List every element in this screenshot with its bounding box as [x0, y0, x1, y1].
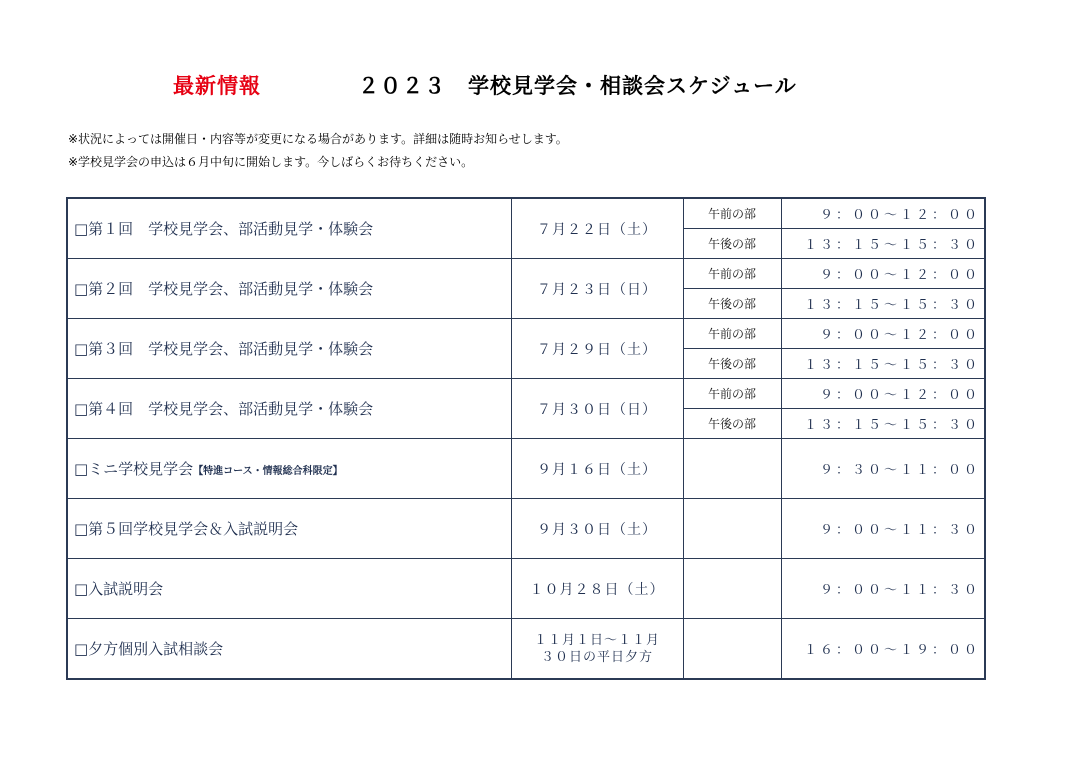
- event-name: [67, 439, 511, 499]
- session-label: 午前の部: [683, 379, 781, 409]
- page-heading: [0, 70, 1087, 102]
- session-label-empty: [683, 439, 781, 499]
- event-date-line: １１月１日～１１月: [533, 632, 660, 648]
- table-row: [67, 439, 985, 499]
- table-row: [67, 499, 985, 559]
- event-name-note: 【特進コース・情報総合科限定】: [193, 466, 343, 477]
- note-line: ※学校見学会の申込は６月中旬に開始します。今しばらくお待ちください。: [68, 155, 474, 169]
- event-date: [511, 619, 683, 680]
- session-label: 午前の部: [683, 198, 781, 229]
- session-label: 午後の部: [683, 289, 781, 319]
- session-time: ９：００～１２：００: [781, 198, 985, 229]
- event-name: □第４回 学校見学会、部活動見学・体験会: [67, 379, 511, 439]
- page-title: ２０２３ 学校見学会・相談会スケジュール: [358, 74, 797, 98]
- session-time: １６：００～１９：００: [781, 619, 985, 680]
- session-time: １３：１５～１５：３０: [781, 349, 985, 379]
- event-date: ７月３０日（日）: [511, 379, 683, 439]
- note-line: ※状況によっては開催日・内容等が変更になる場合があります。詳細は随時お知らせします。: [68, 132, 568, 146]
- session-time: ９：００～１２：００: [781, 319, 985, 349]
- session-time: １３：１５～１５：３０: [781, 409, 985, 439]
- table-row: [67, 559, 985, 619]
- session-label-empty: [683, 619, 781, 680]
- session-time: １３：１５～１５：３０: [781, 289, 985, 319]
- table-row: [67, 259, 985, 289]
- event-name: □入試説明会: [67, 559, 511, 619]
- session-label: 午後の部: [683, 229, 781, 259]
- session-label: 午前の部: [683, 319, 781, 349]
- notes: [68, 128, 568, 174]
- event-name: □第２回 学校見学会、部活動見学・体験会: [67, 259, 511, 319]
- session-time: ９：３０～１１：００: [781, 439, 985, 499]
- session-time: ９：００～１１：３０: [781, 559, 985, 619]
- session-time: ９：００～１２：００: [781, 259, 985, 289]
- event-date: ７月２３日（日）: [511, 259, 683, 319]
- schedule-table: [66, 197, 986, 680]
- event-date: ７月２９日（土）: [511, 319, 683, 379]
- session-label-empty: [683, 559, 781, 619]
- session-time: ９：００～１１：３０: [781, 499, 985, 559]
- event-name: □第１回 学校見学会、部活動見学・体験会: [67, 198, 511, 259]
- event-date-line: ３０日の平日夕方: [540, 649, 653, 665]
- event-name: □第３回 学校見学会、部活動見学・体験会: [67, 319, 511, 379]
- event-date: １０月２８日（土）: [511, 559, 683, 619]
- table-row: [67, 619, 985, 680]
- event-date: ９月１６日（土）: [511, 439, 683, 499]
- table-row: [67, 319, 985, 349]
- session-label-empty: [683, 499, 781, 559]
- table-row: [67, 379, 985, 409]
- event-name-text: □ミニ学校見学会: [74, 460, 194, 478]
- session-label: 午前の部: [683, 259, 781, 289]
- event-date: ７月２２日（土）: [511, 198, 683, 259]
- session-label: 午後の部: [683, 349, 781, 379]
- event-name: □第５回学校見学会＆入試説明会: [67, 499, 511, 559]
- event-name: □夕方個別入試相談会: [67, 619, 511, 680]
- session-time: ９：００～１２：００: [781, 379, 985, 409]
- table-row: [67, 198, 985, 229]
- session-label: 午後の部: [683, 409, 781, 439]
- event-date: ９月３０日（土）: [511, 499, 683, 559]
- latest-info-label: 最新情報: [173, 74, 261, 98]
- session-time: １３：１５～１５：３０: [781, 229, 985, 259]
